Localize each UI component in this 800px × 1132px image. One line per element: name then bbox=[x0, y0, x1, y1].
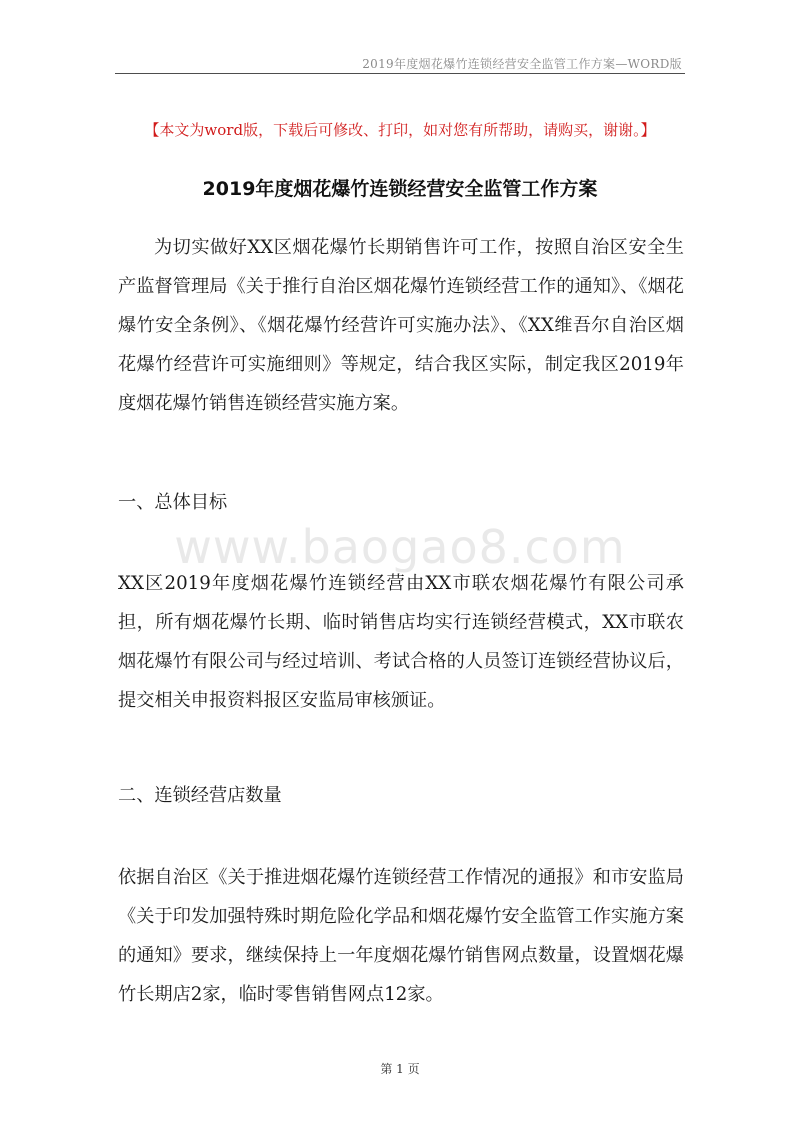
purchase-notice: 【本文为word版，下载后可修改、打印，如对您有所帮助，请购买，谢谢。】 bbox=[144, 121, 656, 139]
document-title: 2019年度烟花爆竹连锁经营安全监管工作方案 bbox=[202, 178, 598, 200]
intro-paragraph: 为切实做好XX区烟花爆竹长期销售许可工作，按照自治区安全生产监督管理局《关于推行自治区烟花爆竹连锁经营工作的通知》、《烟花爆竹安全条例》、《烟花爆竹经营许可实施办法》、《XX维吾尔自治区烟花爆竹经营许可实施细则》等规定，结合我区实际，制定我区2019年度烟花爆竹销售连锁经营实施方案。 bbox=[118, 237, 684, 414]
header-divider bbox=[115, 73, 685, 74]
page-number: 第 1 页 bbox=[380, 1062, 420, 1076]
section-heading-store-count: 二、连锁经营店数量 bbox=[118, 785, 282, 806]
section-heading-goals: 一、总体目标 bbox=[118, 492, 228, 513]
section-body-store-count: 依据自治区《关于推进烟花爆竹连锁经营工作情况的通报》和市安监局《关于印发加强特殊时期危险化学品和烟花爆竹安全监管工作实施方案的通知》要求，继续保持上一年度烟花爆竹销售网点数量，设置烟花爆竹长期店2家，临时零售销售网点12家。 bbox=[118, 867, 684, 1005]
site-watermark: www.baogao8.com bbox=[174, 520, 626, 574]
running-header: 2019年度烟花爆竹连锁经营安全监管工作方案—WORD版 bbox=[362, 57, 682, 71]
section-body-goals: XX区2019年度烟花爆竹连锁经营由XX市联农烟花爆竹有限公司承担，所有烟花爆竹长期、临时销售店均实行连锁经营模式，XX市联农烟花爆竹有限公司与经过培训、考试合格的人员签订连锁经营协议后，提交相关申报资料报区安监局审核颁证。 bbox=[118, 573, 684, 711]
